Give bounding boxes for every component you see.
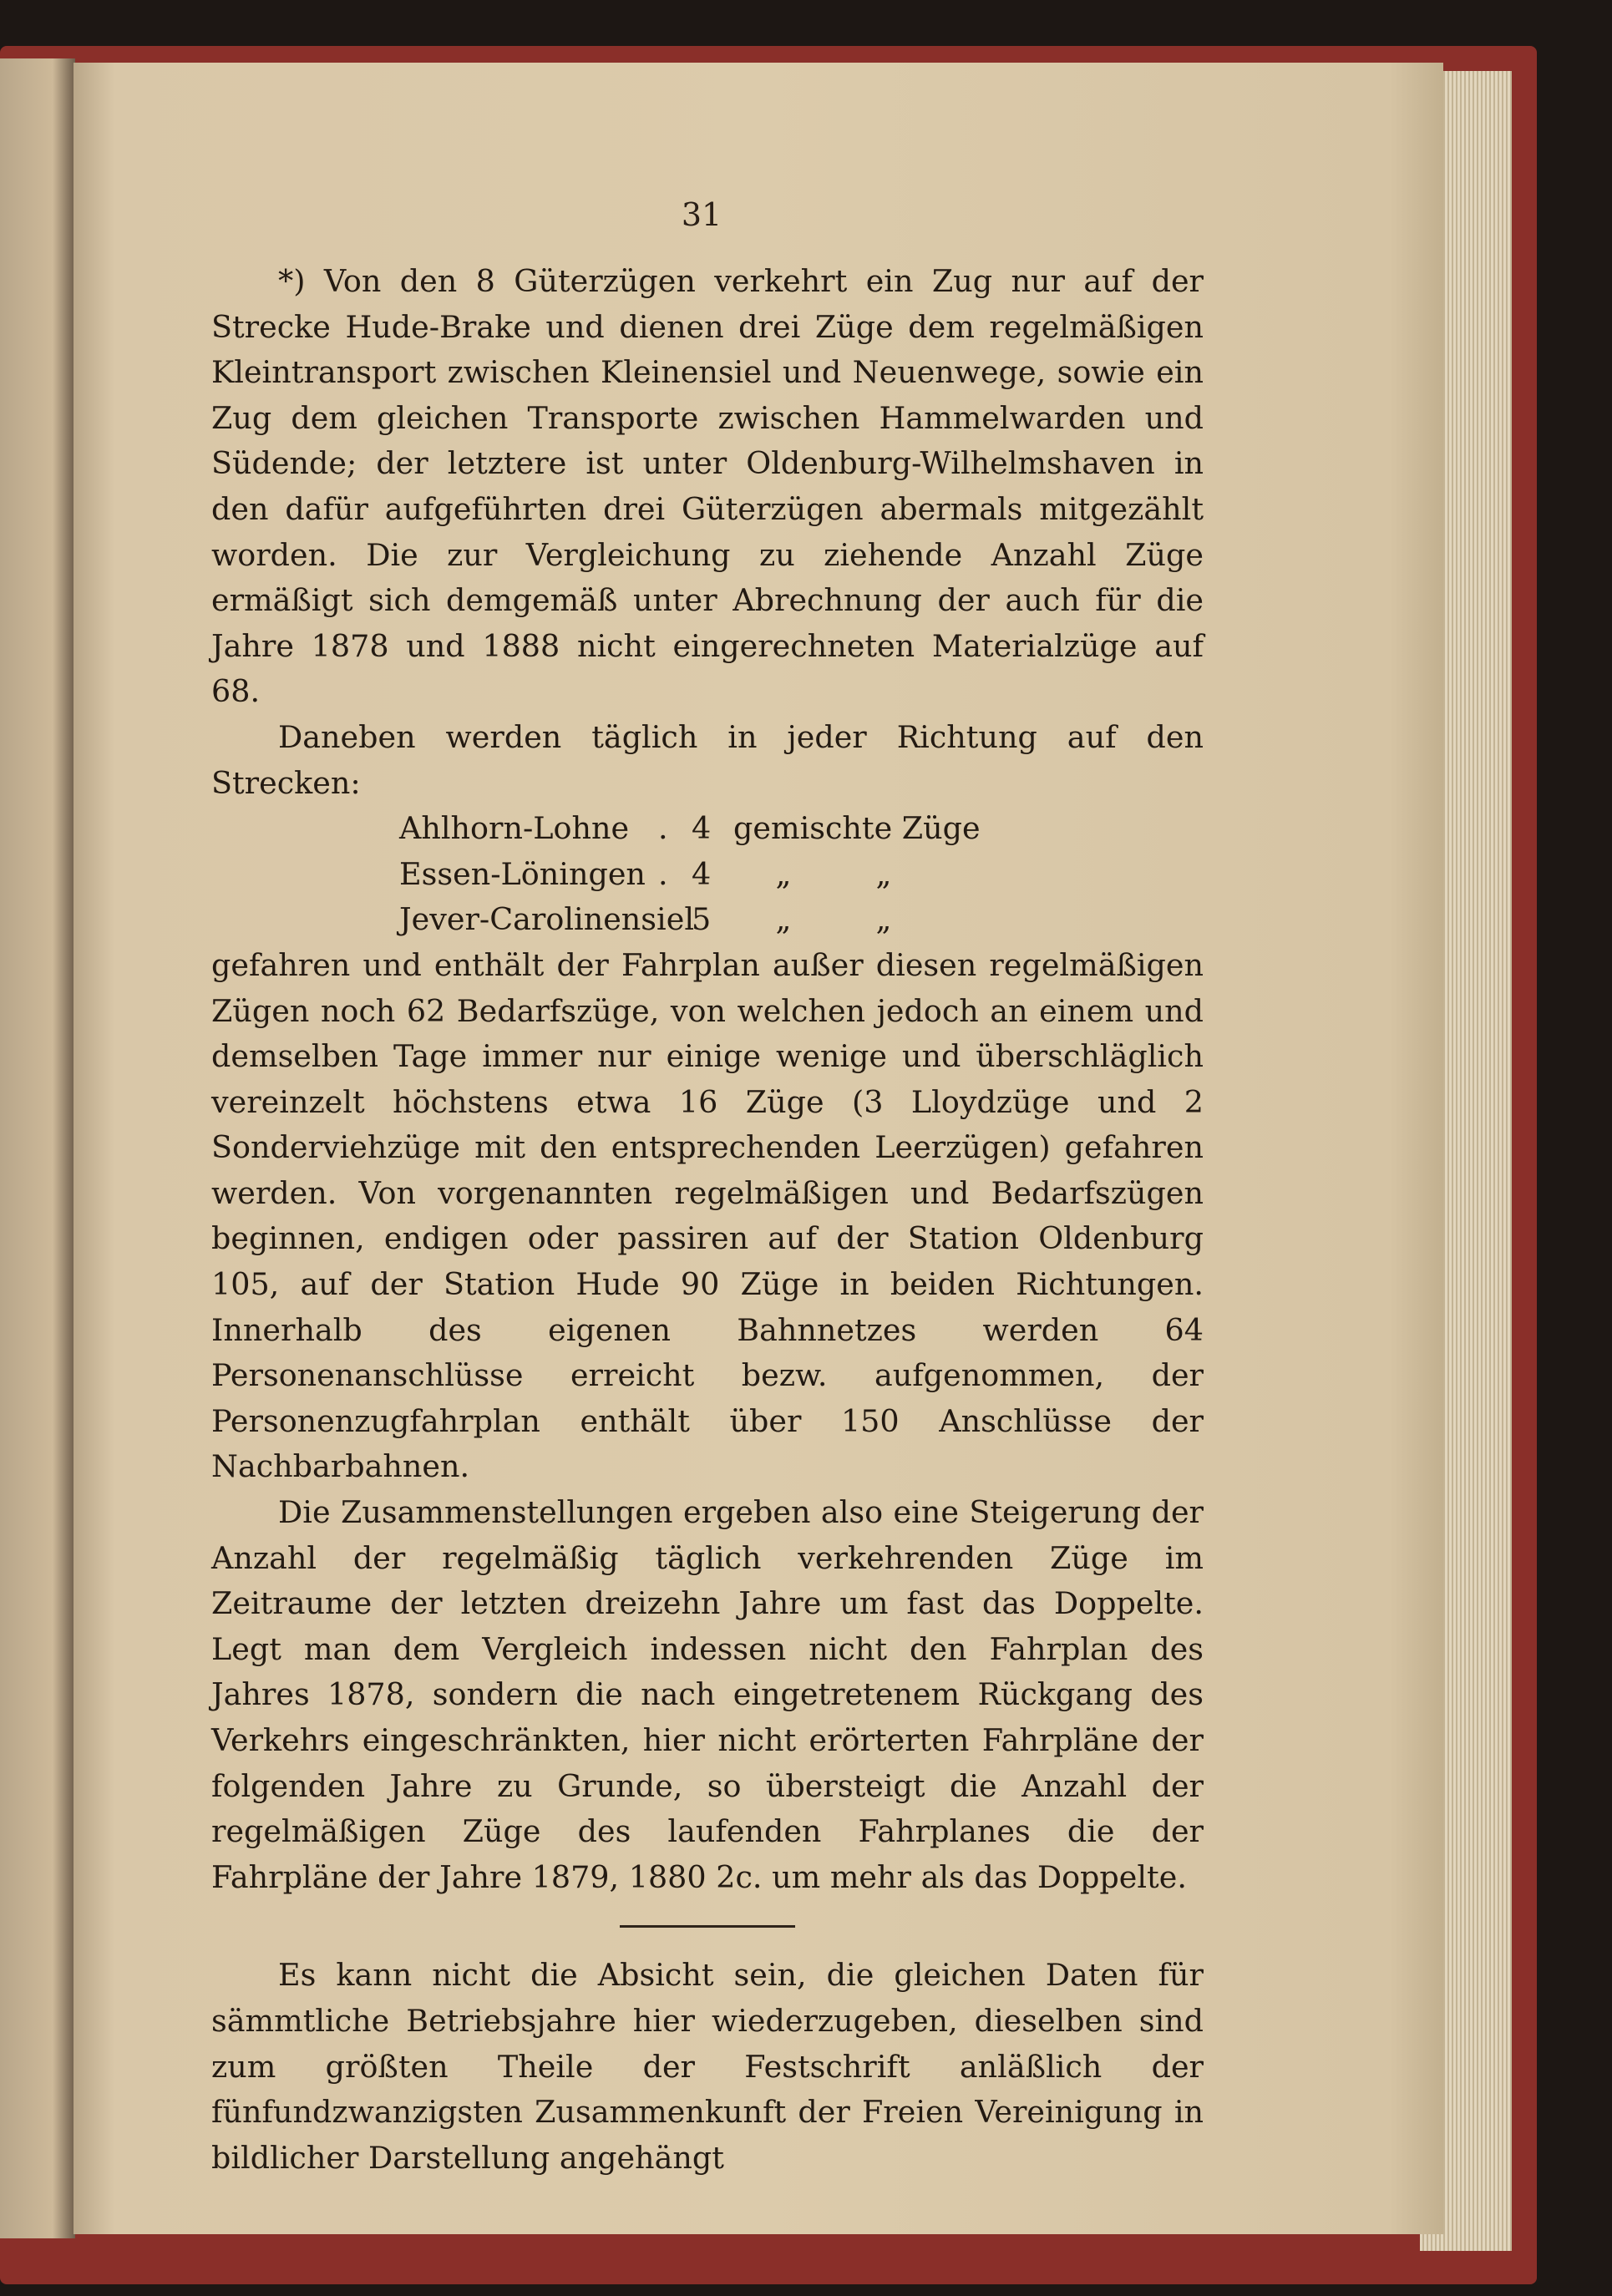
route-count: 4 [692, 810, 712, 847]
ditto-mark: „ [775, 901, 792, 938]
ditto-mark: „ [875, 901, 892, 938]
route-desc: gemischte Züge [733, 810, 981, 847]
route-dot: . [658, 855, 668, 892]
route-row [211, 806, 1204, 852]
ditto-mark: „ [875, 855, 892, 892]
route-row [211, 897, 1204, 943]
page-number: 31 [681, 196, 722, 233]
route-name: Essen-Löningen [399, 855, 646, 892]
page-text [211, 259, 1204, 2181]
left-page-edge [0, 58, 75, 2238]
section-divider [620, 1925, 795, 1928]
body-paragraph: Es kann nicht die Absicht sein, die gleichen Daten für sämmtliche Betriebsjahre hier wiederzugeben, dieselben sind zum größten Theile der Festschrift anläßlich der fünfundzwanzigsten Zusammenkunft der Freien Vereinigung in bildlicher Darstellung angehängt [211, 1957, 1204, 2176]
body-paragraph: gefahren und enthält der Fahrplan außer diesen regelmäßigen Zügen noch 62 Bedarfszüge, von welchen jedoch an einem und demselben Tage immer nur einige wenige und überschläglich vereinzelt höchstens etwa 16 Züge (3 Lloydzüge und 2 Sonderviehzüge mit den entsprechenden Leerzügen) gefahren werden. Von vorgenannten regelmäßigen und Bedarfszügen beginnen, endigen oder passiren auf der Station Oldenburg 105, auf der Station Hude 90 Züge in beiden Richtungen. Innerhalb des eigenen Bahnnetzes werden 64 Personenanschlüsse erreicht bezw. aufgenommen, der Personenzugfahrplan enthält über 150 Anschlüsse der Nachbarbahnen. [211, 946, 1204, 1485]
route-name: Jever-Carolinensiel [399, 901, 694, 938]
route-count: 5 [692, 901, 712, 938]
ditto-mark: „ [775, 855, 792, 892]
body-paragraph: Die Zusammenstellungen ergeben also eine Steigerung der Anzahl der regelmäßig täglich verkehrenden Züge im Zeitraume der letzten dreizehn Jahre um fast das Doppelte. Legt man dem Vergleich indessen nicht den Fahrplan des Jahres 1878, sondern die nach eingetretenem Rückgang des Verkehrs eingeschränkten, hier nicht erörterten Fahrpläne der folgenden Jahre zu Grunde, so übersteigt die Anzahl der regelmäßigen Züge des laufenden Fahrplanes die der Fahrpläne der Jahre 1879, 1880 2c. um mehr als das Doppelte. [211, 1494, 1204, 1895]
route-row [211, 852, 1204, 898]
footnote-paragraph: *) Von den 8 Güterzügen verkehrt ein Zug nur auf der Strecke Hude-Brake und dienen drei Züge dem regelmäßigen Kleintransport zwischen Kleinensiel und Neuenwege, sowie ein Zug dem gleichen Transporte zwischen Hammelwarden und Südende; der letztere ist unter Oldenburg-Wilhelmshaven in den dafür aufgeführten drei Güterzügen abermals mitgezählt worden. Die zur Vergleichung zu ziehende Anzahl Züge ermäßigt sich demgemäß unter Abrechnung der auch für die Jahre 1878 und 1888 nicht eingerechneten Materialzüge auf 68. [211, 263, 1204, 710]
intro-line: Daneben werden täglich in jeder Richtung auf den Strecken: [211, 718, 1204, 801]
route-list [211, 806, 1204, 943]
route-dot [658, 897, 692, 943]
route-count: 4 [692, 855, 712, 892]
route-dot: . [658, 810, 668, 847]
route-name: Ahlhorn-Lohne [399, 810, 630, 847]
